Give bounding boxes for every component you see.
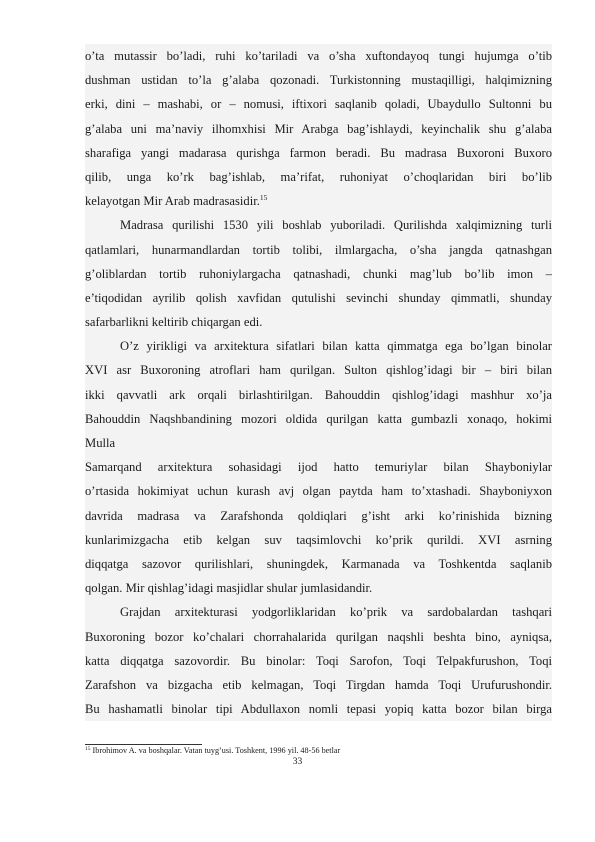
text-line: o’ta mutassir bo’ladi, ruhi ko’tariladi va o’sha xuftondayoq tungi hujumga o’tib (85, 44, 552, 68)
text-line: Grajdan arxitekturasi yodgorliklaridan ko’prik va sardobalardan tashqari (85, 600, 552, 624)
text-line: Bu hashamatli binolar tipi Abdullaxon nomli tepasi yopiq katta bozor bilan birga (85, 697, 552, 721)
body-text (85, 44, 552, 721)
text-line: qilib, unga ko’rk bag’ishlab, ma’rifat, ruhoniyat o’choqlaridan biri bo’lib (85, 165, 552, 189)
text-line: o’rtasida hokimiyat uchun kurash avj olgan paytda ham to’xtashadi. Shayboniyxon (85, 479, 552, 503)
text-line: XVI asr Buxoroning atroflari ham qurilgan. Sulton qishlog’idagi bir – biri bilan (85, 358, 552, 382)
text-line: O’z yirikligi va arxitektura sifatlari bilan katta qimmatga ega bo’lgan binolar (85, 334, 552, 358)
text-line: Zarafshon va bizgacha etib kelmagan, Toqi Tirgdan hamda Toqi Urufurushondir. (85, 673, 552, 697)
text-line: davrida madrasa va Zarafshonda qoldiqlari g’isht arki ko’rinishida bizning (85, 504, 552, 528)
text-line: erki, dini – mashabi, or – nomusi, iftixori saqlanib qoladi, Ubaydullo Sultonni bu (85, 92, 552, 116)
text-line: sharafiga yangi madarasa qurishga farmon beradi. Bu madrasa Buxoroni Buxoro (85, 141, 552, 165)
footnote-reference[interactable]: 15 (259, 193, 268, 203)
text-line: g’oliblardan tortib ruhoniylargacha qatnashadi, chunki mag’lub bo’lib imon – (85, 262, 552, 286)
text-line: g’alaba uni ma’naviy ilhomxhisi Mir Arabga bag’ishlaydi, keyinchalik shu g’alaba (85, 117, 552, 141)
text-line: ikki qavvatli ark orqali birlashtirilgan. Bahouddin qishlog’idagi mashhur xo’ja (85, 383, 552, 407)
text-line: e’tiqodidan ayrilib qolish xavfidan qutulishi sevinchi shunday qimmatli, shunday (85, 286, 552, 310)
text-line: katta diqqatga sazovordir. Bu binolar: Toqi Sarofon, Toqi Telpakfurushon, Toqi (85, 649, 552, 673)
text-line: dushman ustidan to’la g’alaba qozonadi. Turkistonning mustaqilligi, halqimizning (85, 68, 552, 92)
text-line: diqqatga sazovor qurilishlari, shuningdek, Karmanada va Toshkentda saqlanib (85, 552, 552, 576)
footnote (85, 745, 340, 756)
text-line (85, 189, 552, 213)
text-line: Samarqand arxitektura sohasidagi ijod hatto temuriylar bilan Shayboniylar (85, 455, 552, 479)
text-line-content: kelayotgan Mir Arab madrasasidir. (85, 194, 260, 209)
footnote-mark: 15 (85, 746, 91, 752)
text-line: kunlarimizgacha etib kelgan suv taqsimlovchi ko’prik qurildi. XVI asrning (85, 528, 552, 552)
text-line: safarbarlikni keltirib chiqargan edi. (85, 310, 552, 334)
text-line: qatlamlari, hunarmandlardan tortib tolibi, ilmlargacha, o’sha jangda qatnashgan (85, 238, 552, 262)
footnote-text: Ibrohimov A. va boshqalar. Vatan tuyg’usi. Toshkent, 1996 yil. 48-56 betlar (92, 746, 341, 755)
text-line: qolgan. Mir qishlag’idagi masjidlar shular jumlasidandir. (85, 576, 552, 600)
text-line: Madrasa qurilishi 1530 yili boshlab yuboriladi. Qurilishda xalqimizning turli (85, 213, 552, 237)
page-number: 33 (292, 757, 303, 767)
text-line: Bahouddin Naqshbandining mozori oldida qurilgan katta gumbazli xonaqo, hokimi (85, 407, 552, 431)
text-line: Mulla (85, 431, 552, 455)
text-line: Buxoroning bozor ko’chalari chorrahalarida qurilgan naqshli beshta bino, ayniqsa, (85, 625, 552, 649)
